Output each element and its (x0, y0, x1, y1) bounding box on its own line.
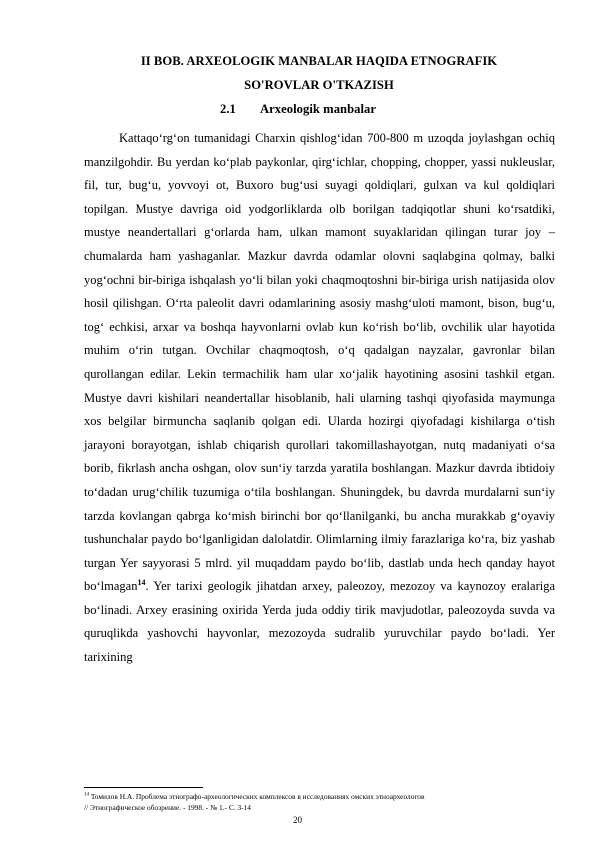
section-number: 2.1 (220, 102, 236, 116)
body-text-part-1: Kattaqo‘rg‘on tumanidagi Charxin qishlog‘idan 700-800 m uzoqda joylashgan ochiq manzilgohdir. Bu yerdan ko‘plab paykonlar, qirg‘ichlar, chopping, chopper, yassi nukleuslar, fil, tur, bug‘u, yovvoyi ot, Buxoro bug‘usi suyagi qoldiqlari, gulxan va kul qoldiqlari topilgan. Mustye davriga oid yodgorliklarda olb borilgan tadqiqotlar shuni ko‘rsatdiki, mustye neandertallari g‘orlarda ham, ulkan mamont suyaklaridan qilingan turar joy – chumalarda ham yashaganlar. Mazkur davrda odamlar olovni saqlabgina qolmay, balki yog‘ochni bir-biriga ishqalash yo‘li bilan yoki chaqmoqtoshni bir-biriga urish natijasida olov hosil qilishgan. O‘rta paleolit davri odamlarining asosiy mashg‘uloti mamont, bison, bug‘u, tog‘ echkisi, arxar va boshqa hayvonlarni ovlab kun ko‘rish bo‘lib, ovchilik ular hayotida muhim o‘rin tutgan. Ovchilar chaqmoqtosh, o‘q qadalgan nayzalar, gavronlar bilan qurollangan edilar. Lekin termachilik ham ular xo‘jalik hayotining asosini tashkil etgan. Mustye davri kishilari neandertallar hisoblanib, hali ularning tashqi qiyofasida maymunga xos belgilar birmuncha saqlanib qolgan edi. Ularda hozirgi qiyofadagi kishilarga o‘tish jarayoni borayotgan, ishlab chiqarish qurollari takomillashayotgan, nutq madaniyati o‘sa borib, fikrlash ancha oshgan, olov sun‘iy tarzda yaratila boshlangan. Mazkur davrda ibtidoiy to‘dadan urug‘chilik tuzumiga o‘tila boshlangan. Shuningdek, bu davrda murdalarni sun‘iy tarzda kovlangan qabrga ko‘mish birinchi bor qo‘llanilganki, bu ancha murakkab g‘oyaviy tushunchalar paydo bo‘lganligidan dalolatdir. Olimlarning ilmiy farazlariga ko‘ra, biz yashab turgan Yer sayyorasi 5 mlrd. yil muqaddam paydo bo‘lib, dastlab unda hech qanday hayot bo‘lmagan (84, 131, 555, 594)
section-title: Arxeologik manbalar (260, 102, 377, 116)
footnote-reference[interactable]: 14 (137, 578, 146, 588)
footnote-number: 14 (84, 792, 89, 798)
body-paragraph (84, 127, 555, 670)
chapter-title-line-2: SO'ROVLAR O'TKAZISH (244, 78, 394, 92)
chapter-title-line-1: II BOB. ARXEOLOGIK MANBALAR HAQIDA ETNOGRAFIK (140, 54, 498, 68)
footnote-text-line-1: Томилов Н.А. Проблема этнографо-археологических комплексов в исследованиях омских этноархеологов (89, 792, 425, 801)
body-text-part-2: . Yer tarixi geologik jihatdan arxey, paleozoy, mezozoy va kaynozoy eralariga bo‘linadi. Arxey erasining oxirida Yerda juda oddiy tirik mavjudotlar, paleozoyda suvda va quruqlikda yashovchi hayvonlar, mezozoyda sudralib yuruvchilar paydo bo‘ladi. Yer tarixining (84, 579, 555, 665)
page-number: 20 (293, 815, 302, 825)
section-heading (220, 102, 440, 117)
footnote-separator (84, 787, 203, 788)
footnote (84, 791, 559, 813)
footnote-text-line-2: // Этнографическое обозрение. - 1998. - № 1.- С. 3-14 (84, 803, 252, 812)
